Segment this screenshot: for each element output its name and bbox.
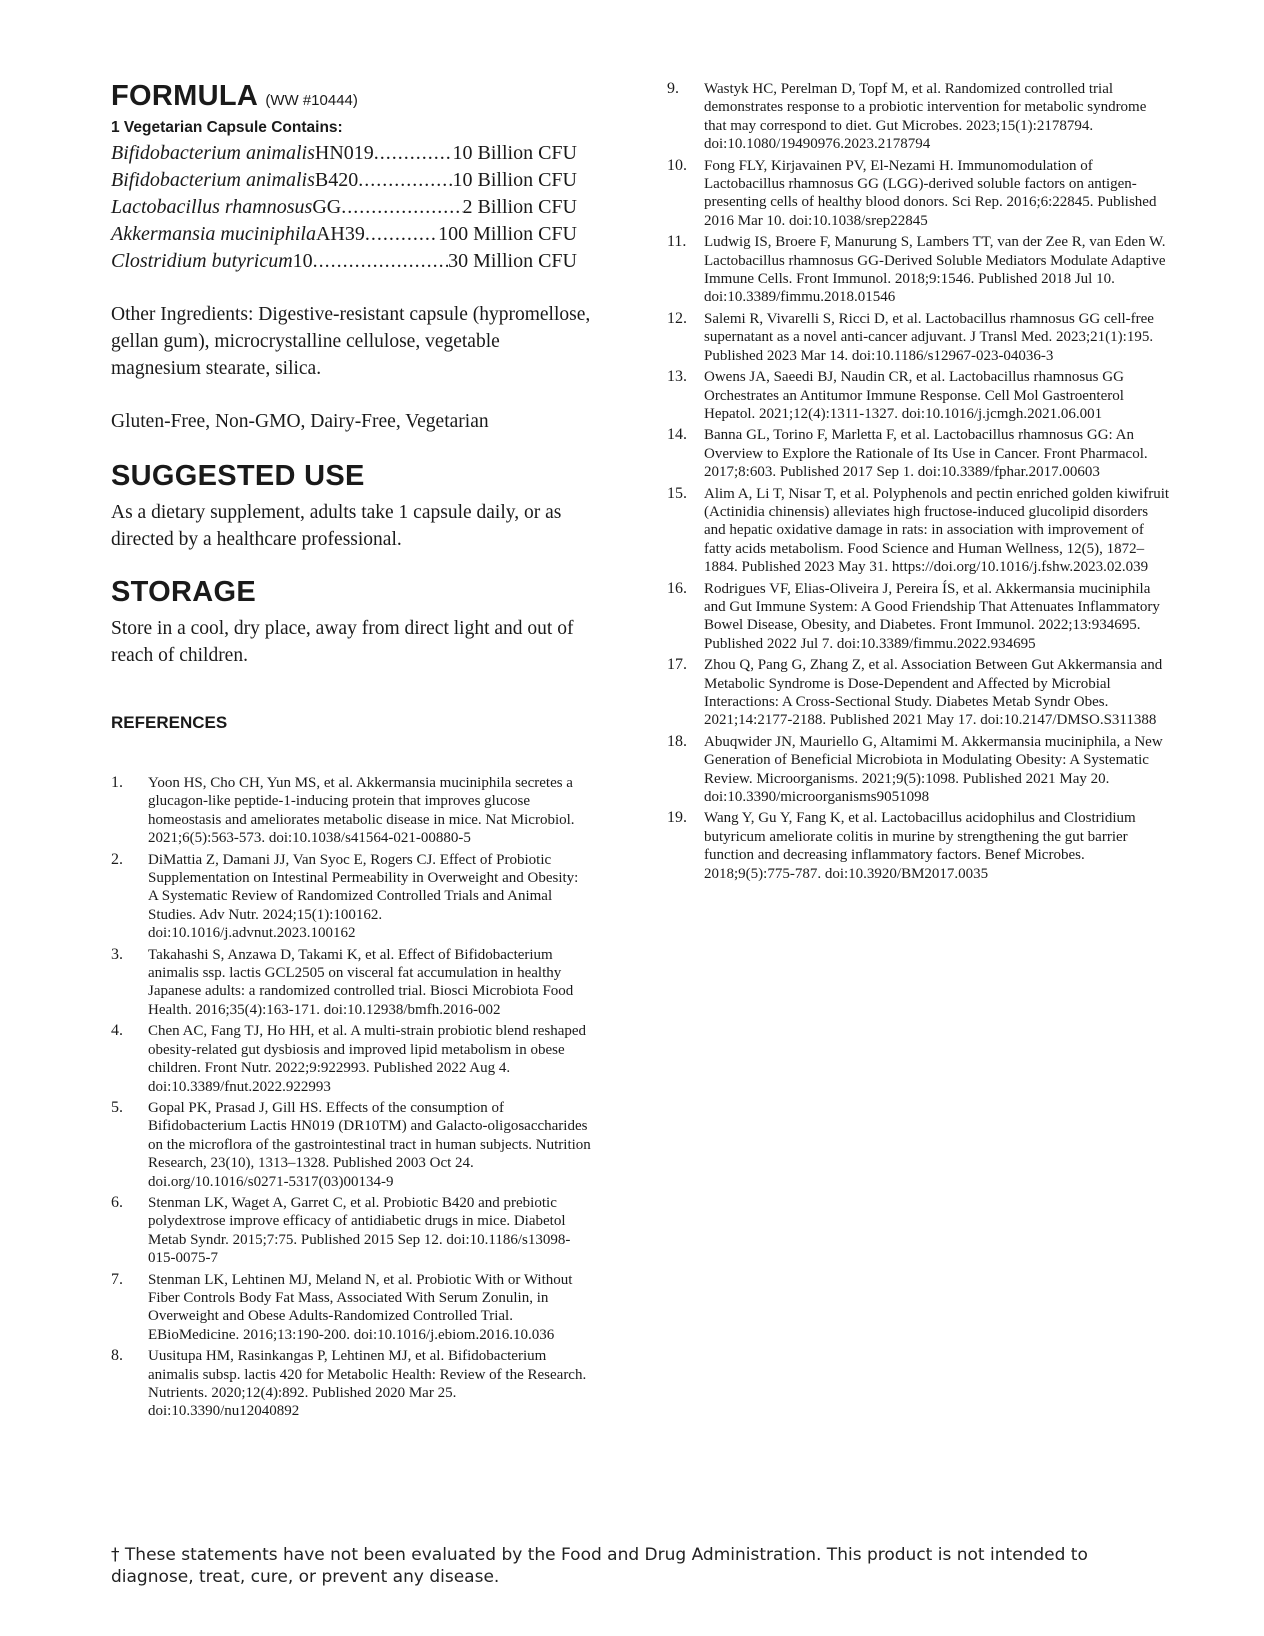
reference-item <box>111 1347 591 1421</box>
ingredient-amount: 30 Million CFU <box>448 250 577 272</box>
ingredient-strain: B420 <box>314 169 359 191</box>
reference-text: Abuqwider JN, Mauriello G, Altamimi M. Akkermansia muciniphila, a New Generation of Beneficial Microbiota in Modulating Obesity: A Systematic Review. Microorganisms. 2021;9(5):1098. Published 2021 May 20. doi:10.3390/microorganisms9051098 <box>704 733 1163 806</box>
reference-item <box>111 1194 591 1268</box>
reference-text: Salemi R, Vivarelli S, Ricci D, et al. Lactobacillus rhamnosus GG cell-free supernatant as a novel anti-cancer adjuvant. J Transl Med. 2023;21(1):195. Published 2023 Mar 14. doi:10.1186/s12967-023-04036-3 <box>704 310 1154 364</box>
reference-text: Gopal PK, Prasad J, Gill HS. Effects of the consumption of Bifidobacterium Lactis HN019 (DR10TM) and Galacto-oligosaccharides on the microflora of the gastrointestinal tract in human subjects. Nutrition Research, 23(10), 1313–1328. Published 2003 Oct 24. doi.org/10.1016/s0271-5317(03)00134-9 <box>148 1099 591 1190</box>
formula-heading <box>111 82 601 111</box>
reference-text: Stenman LK, Waget A, Garret C, et al. Probiotic B420 and prebiotic polydextrose improve efficacy of antidiabetic drugs in mice. Diabetol Metab Syndr. 2015;7:75. Published 2015 Sep 12. doi:10.1186/s13098-015-0075-7 <box>148 1194 571 1267</box>
ingredient-strain: GG <box>312 196 342 218</box>
reference-item <box>667 233 1172 307</box>
capsule-line: 1 Vegetarian Capsule Contains: <box>111 119 343 136</box>
reference-number: 5. <box>111 1098 123 1116</box>
reference-item <box>667 580 1172 654</box>
reference-item <box>667 80 1172 154</box>
ingredient-amount: 100 Million CFU <box>438 223 577 245</box>
reference-text: Wastyk HC, Perelman D, Topf M, et al. Randomized controlled trial demonstrates response to a probiotic intervention for metabolic syndrome that may correspond to diet. Gut Microbes. 2023;15(1):2178794. doi:10.1080/19490976.2023.2178794 <box>704 81 1147 153</box>
other-ingredients: Other Ingredients: Digestive-resistant capsule (hypromellose, gellan gum), microcrystalline cellulose, vegetable magnesium stearate, silica. <box>111 304 591 379</box>
reference-list <box>111 774 591 1421</box>
reference-text: Banna GL, Torino F, Marletta F, et al. Lactobacillus rhamnosus GG: An Overview to Explore the Rationale of Its Use in Cancer. Front Pharmacol. 2017;8:603. Published 2017 Sep 1. doi:10.3389/fphar.2017.00603 <box>704 427 1148 481</box>
leader-dots <box>374 140 453 167</box>
ingredient-name: Akkermansia muciniphila <box>111 223 316 245</box>
reference-text: Alim A, Li T, Nisar T, et al. Polyphenols and pectin enriched golden kiwifruit (Actinidia chinensis) alleviates high fructose-induced glucolipid disorders and hepatic oxidative damage in rats: in association with improvement of fatty acids metabolism. Food Science and Human Wellness, 12(5), 1872–1884. Published 2023 May 31. https://doi.org/10.1016/j.fshw.2023.02.039 <box>704 485 1170 576</box>
leader-dots <box>365 221 438 248</box>
suggested-use-text: As a dietary supplement, adults take 1 capsule daily, or as directed by a healthcare professional. <box>111 502 562 550</box>
right-column <box>667 80 1172 886</box>
reference-number: 10. <box>667 156 687 174</box>
reference-item <box>111 1022 591 1096</box>
suggested-use-heading: SUGGESTED USE <box>111 460 365 492</box>
left-column <box>111 82 601 1424</box>
ingredient-name: Lactobacillus rhamnosus <box>111 196 313 218</box>
reference-text: Takahashi S, Anzawa D, Takami K, et al. Effect of Bifidobacterium animalis ssp. lactis GCL2505 on visceral fat accumulation in healthy Japanese adults: a randomized controlled trial. Biosci Microbiota Food Health. 2016;35(4):163-171. doi:10.12938/bmfh.2016-002 <box>148 946 574 1018</box>
reference-number: 16. <box>667 579 687 597</box>
ingredient-name: Bifidobacterium animalis <box>111 142 315 164</box>
reference-item <box>111 1271 591 1345</box>
formula-title: FORMULA <box>111 80 257 112</box>
reference-number: 17. <box>667 656 687 674</box>
ingredient-row <box>111 248 577 275</box>
reference-item <box>667 656 1172 730</box>
reference-item <box>111 946 591 1020</box>
reference-number: 9. <box>667 80 679 97</box>
ingredient-name: Bifidobacterium animalis <box>111 169 315 191</box>
reference-item <box>667 310 1172 365</box>
ingredient-strain: AH39 <box>315 223 365 245</box>
reference-item <box>667 733 1172 807</box>
reference-item <box>667 157 1172 231</box>
formula-code: (WW #10444) <box>265 92 358 109</box>
reference-item <box>667 485 1172 577</box>
reference-number: 13. <box>667 368 687 386</box>
reference-number: 2. <box>111 850 123 868</box>
reference-text: Stenman LK, Lehtinen MJ, Meland N, et al. Probiotic With or Without Fiber Controls Body Fat Mass, Associated With Serum Zonulin, in Overweight and Obese Adults-Randomized Controlled Trial. EBioMedicine. 2016;13:190-200. doi:10.1016/j.ebiom.2016.10.036 <box>148 1271 573 1343</box>
reference-number: 3. <box>111 945 123 963</box>
reference-text: Zhou Q, Pang G, Zhang Z, et al. Association Between Gut Akkermansia and Metabolic Syndrome is Dose-Dependent and Affected by Microbial Interactions: A Cross-Sectional Study. Diabetes Metab Syndr Obes. 2021;14:2177-2188. Published 2021 May 17. doi:10.2147/DMSO.S311388 <box>704 657 1163 729</box>
reference-number: 8. <box>111 1347 123 1365</box>
fda-disclaimer: † These statements have not been evaluated by the Food and Drug Administration. This product is not intended to diagnose, treat, cure, or prevent any disease. <box>111 1545 1088 1587</box>
reference-text: Yoon HS, Cho CH, Yun MS, et al. Akkermansia muciniphila secretes a glucagon-like peptide-1-inducing protein that improves glucose homeostasis and ameliorates metabolic disease in mice. Nat Microbiol. 2021;6(5):563-573. doi:10.1038/s41564-021-00880-5 <box>148 775 575 847</box>
reference-item <box>111 1099 591 1191</box>
diet-attributes: Gluten-Free, Non-GMO, Dairy-Free, Vegetarian <box>111 411 489 432</box>
leader-dots <box>358 167 452 194</box>
reference-number: 14. <box>667 426 687 444</box>
reference-number: 15. <box>667 484 687 502</box>
ingredient-strain: HN019 <box>314 142 374 164</box>
reference-text: Owens JA, Saeedi BJ, Naudin CR, et al. Lactobacillus rhamnosus GG Orchestrates an Antitumor Immune Response. Cell Mol Gastroenterol Hepatol. 2021;12(4):1311-1327. doi:10.1016/j.jcmgh.2021.06.001 <box>704 369 1124 422</box>
reference-item <box>667 426 1172 481</box>
ingredient-list <box>111 140 577 275</box>
ingredient-strain: 10 <box>292 250 313 272</box>
reference-item <box>667 809 1172 883</box>
reference-text: Wang Y, Gu Y, Fang K, et al. Lactobacillus acidophilus and Clostridium butyricum ameliorate colitis in murine by strengthening the gut barrier function and decreasing inflammatory factors. Benef Microbes. 2018;9(5):775-787. doi:10.3920/BM2017.0035 <box>704 810 1136 882</box>
reference-item <box>667 368 1172 423</box>
ingredient-amount: 10 Billion CFU <box>452 142 577 164</box>
ingredient-row <box>111 194 577 221</box>
ingredient-amount: 2 Billion CFU <box>462 196 577 218</box>
references-heading: REFERENCES <box>111 713 228 732</box>
reference-text: Chen AC, Fang TJ, Ho HH, et al. A multi-strain probiotic blend reshaped obesity-related gut dysbiosis and improved lipid metabolism in obese children. Front Nutr. 2022;9:922993. Published 2022 Aug 4. doi:10.3389/fnut.2022.922993 <box>148 1023 587 1095</box>
leader-dots <box>341 194 462 221</box>
reference-list-continued <box>667 80 1172 883</box>
reference-number: 11. <box>667 233 687 251</box>
reference-text: Fong FLY, Kirjavainen PV, El-Nezami H. Immunomodulation of Lactobacillus rhamnosus GG (LGG)-derived soluble factors on antigen-presenting cells of healthy blood donors. Sci Rep. 2016;6:22845. Published 2016 Mar 10. doi:10.1038/srep22845 <box>704 157 1157 229</box>
ingredient-name: Clostridium butyricum <box>111 250 293 272</box>
reference-text: Ludwig IS, Broere F, Manurung S, Lambers TT, van der Zee R, van Eden W. Lactobacillus rhamnosus GG-Derived Soluble Mediators Modulate Adaptive Immune Cells. Front Immunol. 2018;9:1546. Published 2018 Jul 10. doi:10.3389/fimmu.2018.01546 <box>704 234 1166 306</box>
reference-text: Uusitupa HM, Rasinkangas P, Lehtinen MJ, et al. Bifidobacterium animalis subsp. lactis 420 for Metabolic Health: Review of the Research. Nutrients. 2020;12(4):892. Published 2020 Mar 25. doi:10.3390/nu12040892 <box>148 1348 587 1420</box>
ingredient-amount: 10 Billion CFU <box>452 169 577 191</box>
reference-number: 7. <box>111 1270 123 1288</box>
ingredient-row <box>111 140 577 167</box>
storage-heading: STORAGE <box>111 576 256 608</box>
reference-number: 18. <box>667 732 687 750</box>
storage-text: Store in a cool, dry place, away from direct light and out of reach of children. <box>111 618 574 666</box>
reference-number: 12. <box>667 309 687 327</box>
leader-dots <box>313 248 448 275</box>
reference-number: 4. <box>111 1022 123 1040</box>
ingredient-row <box>111 167 577 194</box>
reference-item <box>111 851 591 943</box>
reference-number: 1. <box>111 774 123 791</box>
reference-item <box>111 774 591 848</box>
reference-number: 19. <box>667 809 687 827</box>
reference-text: Rodrigues VF, Elias-Oliveira J, Pereira ÍS, et al. Akkermansia muciniphila and Gut Immune System: A Good Friendship That Attenuates Inflammatory Bowel Disease, Obesity, and Diabetes. Front Immunol. 2022;13:934695. Published 2022 Jul 7. doi:10.3389/fimmu.2022.934695 <box>704 580 1160 652</box>
reference-number: 6. <box>111 1193 123 1211</box>
reference-text: DiMattia Z, Damani JJ, Van Syoc E, Rogers CJ. Effect of Probiotic Supplementation on Intestinal Permeability in Overweight and Obesity: A Systematic Review of Randomized Controlled Trials and Animal Studies. Adv Nutr. 2024;15(1):100162. doi:10.1016/j.advnut.2023.100162 <box>148 851 579 942</box>
ingredient-row <box>111 221 577 248</box>
